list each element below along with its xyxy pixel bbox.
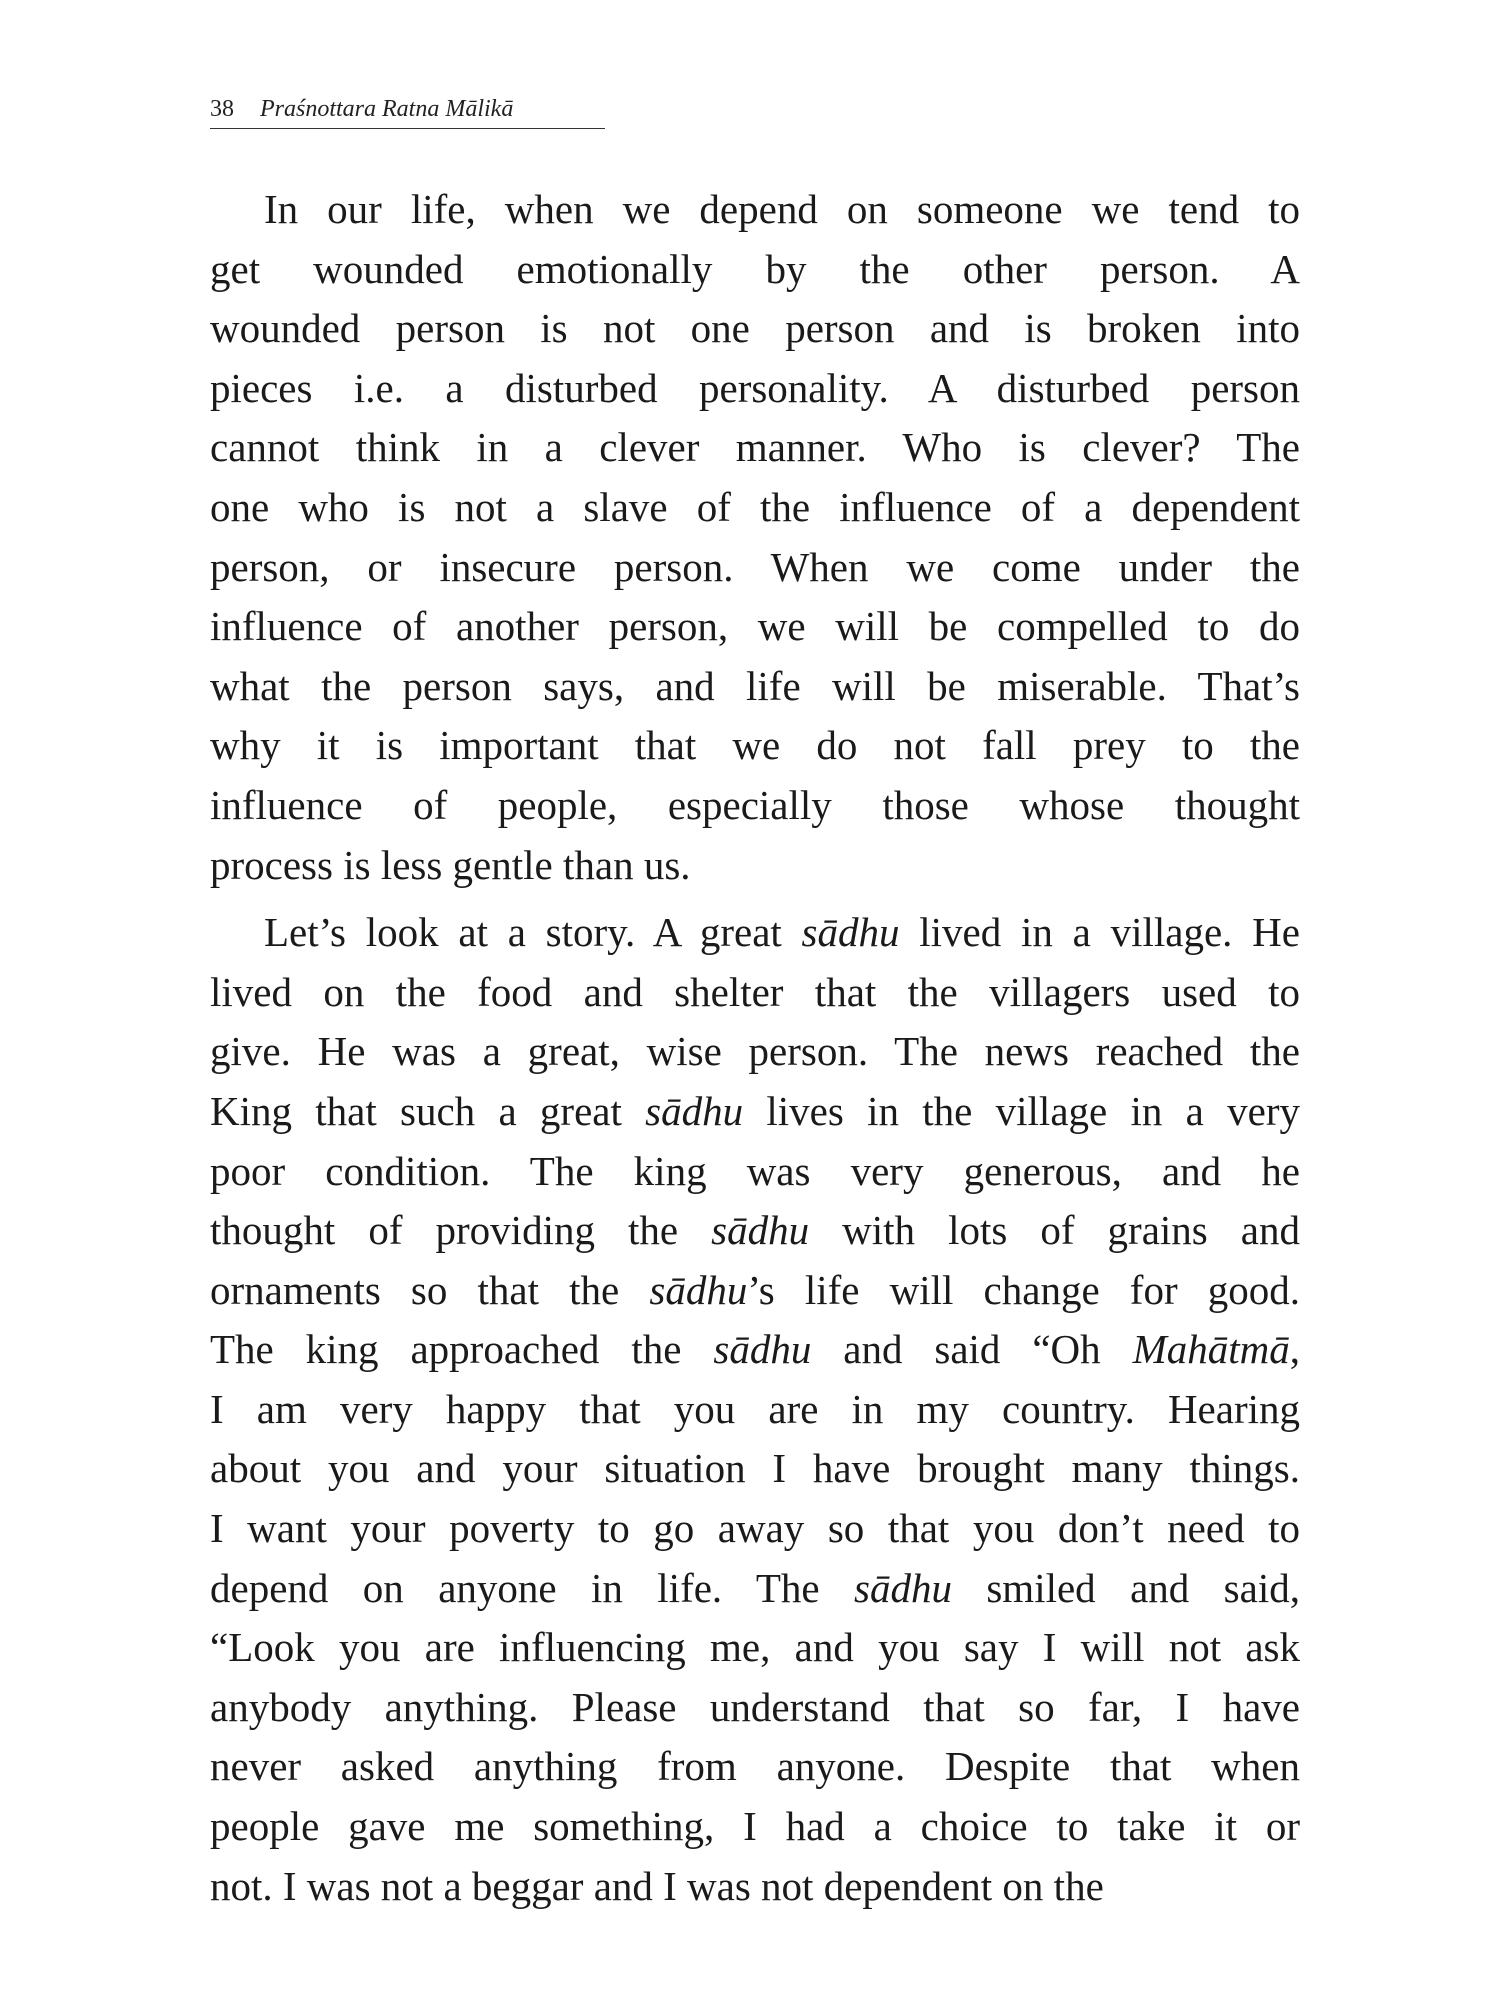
- text-line: [210, 1320, 1300, 1380]
- paragraph: [210, 903, 1300, 1916]
- text-line: [210, 1797, 1300, 1857]
- italic-term: sādhu: [801, 909, 900, 956]
- text-segment: ’s life will change for good.: [747, 1266, 1300, 1313]
- text-segment: “Look you are influencing me, and you say I will not ask: [210, 1624, 1300, 1671]
- text-line: [210, 1261, 1300, 1321]
- text-segment: cannot think in a clever manner. Who is clever? The: [210, 424, 1300, 471]
- text-segment: not. I was not a beggar and I was not dependent on the: [210, 1862, 1104, 1909]
- text-line: [210, 1082, 1300, 1142]
- text-line: [210, 776, 1300, 836]
- text-segment: poor condition. The king was very generous, and he: [210, 1147, 1300, 1194]
- text-segment: person, or insecure person. When we come under the: [210, 543, 1300, 590]
- italic-term: sādhu: [645, 1087, 744, 1134]
- text-line: [210, 1499, 1300, 1559]
- text-segment: lives in the village in a very: [743, 1087, 1300, 1134]
- text-segment: influence of another person, we will be compelled to do: [210, 603, 1300, 650]
- text-segment: wounded person is not one person and is broken into: [210, 305, 1300, 352]
- text-segment: anybody anything. Please understand that so far, I have: [210, 1683, 1300, 1730]
- text-segment: and said “Oh: [811, 1326, 1133, 1373]
- page-number: 38: [210, 96, 234, 122]
- text-line: [210, 1857, 1300, 1917]
- text-line: [210, 240, 1300, 300]
- text-segment: get wounded emotionally by the other person. A: [210, 245, 1300, 292]
- text-segment: people gave me something, I had a choice to take it or: [210, 1803, 1300, 1850]
- text-line: [210, 538, 1300, 598]
- text-segment: about you and your situation I have brought many things.: [210, 1445, 1300, 1492]
- italic-term: Mahātmā: [1132, 1326, 1290, 1373]
- text-segment: with lots of grains and: [809, 1207, 1300, 1254]
- italic-term: sādhu: [713, 1326, 812, 1373]
- text-line: [210, 1737, 1300, 1797]
- text-line: [210, 1618, 1300, 1678]
- text-segment: why it is important that we do not fall prey to the: [210, 722, 1300, 769]
- text-line: [210, 903, 1300, 963]
- text-segment: pieces i.e. a disturbed personality. A disturbed person: [210, 364, 1300, 411]
- text-segment: depend on anyone in life. The: [210, 1564, 854, 1611]
- text-line: [210, 1439, 1300, 1499]
- text-segment: ornaments so that the: [210, 1266, 650, 1313]
- text-line: [210, 1380, 1300, 1440]
- text-segment: influence of people, especially those whose thought: [210, 781, 1300, 828]
- text-line: [210, 1022, 1300, 1082]
- text-segment: In our life, when we depend on someone we tend to: [264, 186, 1300, 232]
- text-line: [210, 478, 1300, 538]
- text-line: [210, 418, 1300, 478]
- text-segment: give. He was a great, wise person. The news reached the: [210, 1028, 1300, 1075]
- text-line: [210, 299, 1300, 359]
- running-header: [210, 96, 513, 123]
- text-segment: smiled and said,: [951, 1564, 1300, 1611]
- text-line: [210, 716, 1300, 776]
- text-segment: lived on the food and shelter that the villagers used to: [210, 968, 1300, 1015]
- text-line: [210, 359, 1300, 419]
- text-segment: King that such a great: [210, 1087, 646, 1134]
- text-line: [210, 180, 1300, 240]
- text-segment: I want your poverty to go away so that you don’t need to: [210, 1505, 1300, 1552]
- text-segment: one who is not a slave of the influence of a dependent: [210, 483, 1300, 530]
- text-segment: thought of providing the: [210, 1207, 712, 1254]
- text-line: [210, 1201, 1300, 1261]
- text-line: [210, 1559, 1300, 1619]
- italic-term: sādhu: [711, 1207, 810, 1254]
- header-rule: [210, 128, 605, 129]
- paragraph: [210, 180, 1300, 895]
- text-line: [210, 1142, 1300, 1202]
- text-line: [210, 963, 1300, 1023]
- text-segment: lived in a village. He: [899, 909, 1300, 956]
- text-line: [210, 657, 1300, 717]
- text-segment: Let’s look at a story. A great: [264, 909, 802, 956]
- italic-term: sādhu: [853, 1564, 952, 1611]
- text-line: [210, 597, 1300, 657]
- text-segment: never asked anything from anyone. Despite that when: [210, 1743, 1300, 1790]
- body-text: [210, 180, 1300, 1916]
- text-segment: The king approached the: [210, 1326, 714, 1373]
- text-segment: ,: [1289, 1326, 1300, 1373]
- text-segment: process is less gentle than us.: [210, 841, 691, 888]
- book-title: Praśnottara Ratna Mālikā: [260, 96, 514, 122]
- text-segment: I am very happy that you are in my country. Hearing: [210, 1385, 1300, 1432]
- text-segment: what the person says, and life will be miserable. That’s: [210, 662, 1300, 709]
- text-line: [210, 836, 1300, 896]
- italic-term: sādhu: [649, 1266, 748, 1313]
- text-line: [210, 1678, 1300, 1738]
